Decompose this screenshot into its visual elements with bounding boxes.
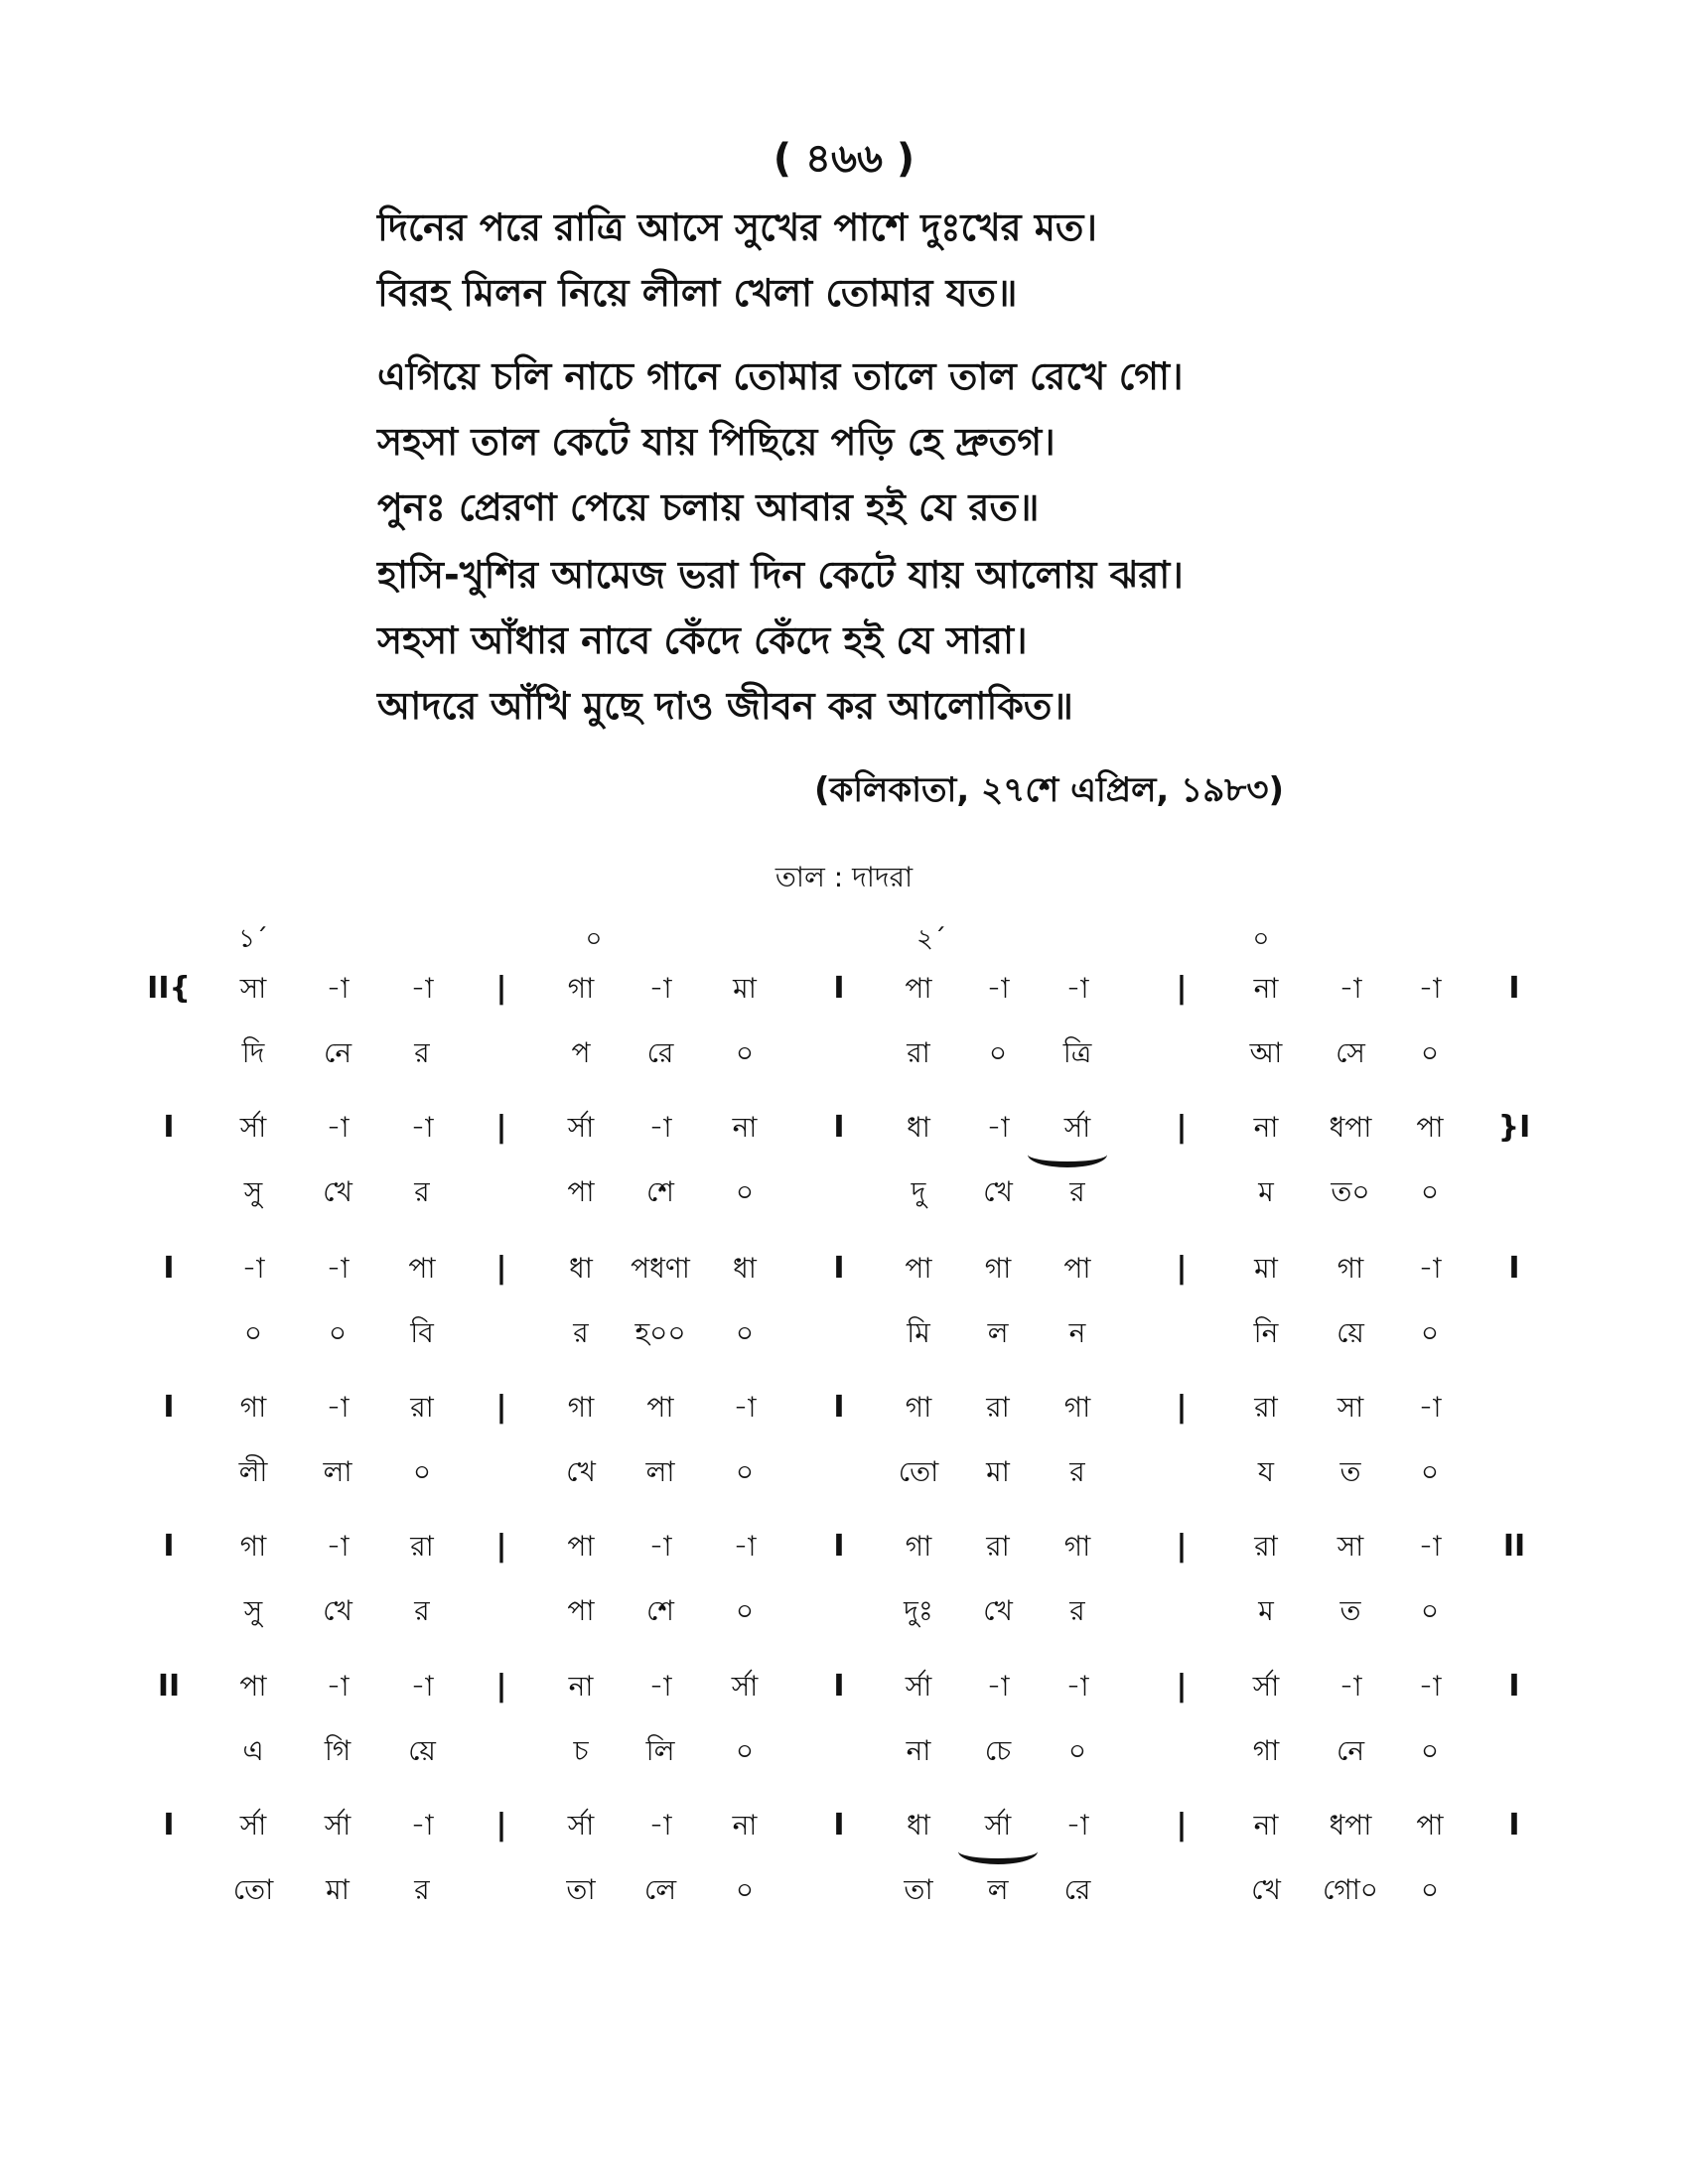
lyric-syllable: খে <box>323 1594 352 1627</box>
lyric-syllable: ত <box>1339 1455 1361 1488</box>
lyric-syllable: শে <box>646 1594 674 1627</box>
swara-note: -া <box>410 1670 434 1703</box>
lyric-syllable: পা <box>567 1175 595 1208</box>
lyric-syllable: খে <box>1251 1873 1281 1906</box>
lyric-syllable: য <box>1257 1455 1275 1488</box>
swara-note: সা <box>1336 1391 1364 1424</box>
lyric-syllable: খে <box>983 1594 1013 1627</box>
swara-note: -া <box>648 1809 672 1842</box>
lyric-syllable: হ০০ <box>634 1316 686 1349</box>
taali-mark: ১´ <box>238 924 268 954</box>
lyric-syllable: রে <box>1063 1873 1091 1906</box>
swara-note: না <box>1253 1809 1279 1842</box>
swara-note: গা <box>239 1530 267 1563</box>
bar-line: | <box>495 971 507 1006</box>
lyric-syllable: রে <box>646 1036 674 1069</box>
lyric-syllable: মি <box>907 1316 930 1349</box>
verse-line: পুনঃ প্রেরণা পেয়ে চলায় আবার হই যে রত॥ <box>377 485 1040 529</box>
attribution: (কলিকাতা, ২৭শে এপ্রিল, ১৯৮৩) <box>814 770 1285 810</box>
swara-note: র্সা <box>239 1809 267 1842</box>
lyric-syllable: ০ <box>735 1734 755 1767</box>
lyric-syllable: দুঃ <box>904 1594 933 1627</box>
verse-line: আদরে আঁখি মুছে দাও জীবন কর আলোকিত॥ <box>377 684 1073 728</box>
lyric-syllable: গি <box>324 1734 352 1767</box>
swara-note: -া <box>648 1670 672 1703</box>
swara-note: গা <box>1063 1530 1091 1563</box>
swara-note: সা <box>239 972 267 1005</box>
lyric-syllable: লে <box>643 1873 677 1906</box>
lyric-syllable: র <box>1069 1455 1085 1488</box>
swara-note: পা <box>905 1252 932 1285</box>
swara-note: -া <box>986 1111 1010 1144</box>
lyric-syllable: র <box>1069 1175 1085 1208</box>
swara-note: ধপা <box>1329 1809 1372 1842</box>
lyric-syllable: র <box>573 1316 589 1349</box>
swara-note: র্সা <box>567 1111 595 1144</box>
swara-note: র্সা <box>567 1809 595 1842</box>
swara-note: -া <box>326 1252 350 1285</box>
swara-note: রা <box>1254 1391 1278 1424</box>
swara-note: -া <box>1418 1670 1442 1703</box>
swara-note: -া <box>326 1391 350 1424</box>
swara-note: গা <box>567 972 595 1005</box>
bar-line: I <box>1508 1808 1520 1843</box>
lyric-syllable: ০ <box>1420 1594 1440 1627</box>
swara-note: -া <box>1338 1670 1362 1703</box>
swara-note: -া <box>1065 1670 1089 1703</box>
lyric-syllable: সু <box>243 1594 263 1627</box>
lyric-syllable: ০ <box>412 1455 432 1488</box>
bar-line: II <box>1502 1529 1526 1564</box>
lyric-syllable: দি <box>241 1036 265 1069</box>
swara-note: মা <box>1254 1252 1278 1285</box>
lyric-syllable: ন <box>1068 1316 1086 1349</box>
lyric-syllable: ০ <box>735 1316 755 1349</box>
swara-note: না <box>1253 1111 1279 1144</box>
lyric-syllable: ০ <box>735 1036 755 1069</box>
bar-line: II <box>157 1669 181 1704</box>
swara-note: পা <box>239 1670 267 1703</box>
swara-note: -া <box>733 1530 757 1563</box>
swara-note: র্সা <box>731 1670 759 1703</box>
swara-note: পা <box>567 1530 595 1563</box>
swara-note: গা <box>905 1530 932 1563</box>
swara-note: পধণা <box>631 1252 690 1285</box>
swara-note: পা <box>646 1391 674 1424</box>
swara-note: গা <box>905 1391 932 1424</box>
swara-note: না <box>732 1809 758 1842</box>
swara-note: ধপা <box>1329 1111 1372 1144</box>
lyric-syllable: খে <box>983 1175 1013 1208</box>
lyric-syllable: তা <box>904 1873 933 1906</box>
bar-line: | <box>1176 1251 1188 1286</box>
swara-note: -া <box>1338 972 1362 1005</box>
bar-line: I <box>163 1251 175 1286</box>
bar-line: I <box>833 1529 845 1564</box>
lyric-syllable: ০ <box>1420 1734 1440 1767</box>
swara-note: ধা <box>907 1809 930 1842</box>
lyric-syllable: ০ <box>243 1316 263 1349</box>
swara-note: পা <box>1416 1809 1444 1842</box>
bar-line: | <box>495 1251 507 1286</box>
lyric-syllable: বি <box>410 1316 434 1349</box>
swara-note: ধা <box>733 1252 757 1285</box>
bar-line: | <box>495 1808 507 1843</box>
lyric-syllable: ০ <box>735 1175 755 1208</box>
lyric-syllable: ০ <box>1420 1316 1440 1349</box>
bar-line: I <box>833 971 845 1006</box>
lyric-syllable: গো০ <box>1322 1873 1379 1906</box>
lyric-syllable: তো <box>232 1873 274 1906</box>
taali-mark: ২´ <box>916 924 946 954</box>
swara-note: গা <box>239 1391 267 1424</box>
swara-note: না <box>1253 972 1279 1005</box>
verse-line: এগিয়ে চলি নাচে গানে তোমার তালে তাল রেখে গো। <box>377 354 1184 398</box>
bar-line: | <box>1176 1529 1188 1564</box>
swara-note: -া <box>326 972 350 1005</box>
swara-note: গা <box>1063 1391 1091 1424</box>
lyric-syllable: নি <box>1253 1316 1279 1349</box>
lyric-syllable: য়ে <box>408 1734 436 1767</box>
lyric-syllable: ০ <box>1420 1873 1440 1906</box>
bar-line: I <box>833 1110 845 1145</box>
lyric-syllable: চে <box>984 1734 1012 1767</box>
bar-line: II{ <box>147 971 191 1006</box>
swara-note: র্সা <box>239 1111 267 1144</box>
bar-line: I <box>1508 971 1520 1006</box>
swara-note: রা <box>410 1530 434 1563</box>
bar-line: I <box>163 1390 175 1425</box>
swara-note: -া <box>986 972 1010 1005</box>
swara-note: ধা <box>569 1252 593 1285</box>
swara-note: না <box>732 1111 758 1144</box>
lyric-syllable: না <box>906 1734 931 1767</box>
swara-note: গা <box>567 1391 595 1424</box>
swara-note: -া <box>648 1530 672 1563</box>
swara-note: -া <box>326 1111 350 1144</box>
slur-mark <box>1028 1142 1107 1167</box>
swara-note: -া <box>410 1111 434 1144</box>
swara-note: -া <box>410 1809 434 1842</box>
swara-note: -া <box>1065 1809 1089 1842</box>
swara-note: ধা <box>907 1111 930 1144</box>
bar-line: I <box>163 1808 175 1843</box>
bar-line: I <box>833 1390 845 1425</box>
bar-line: | <box>1176 1390 1188 1425</box>
slur-mark <box>958 1839 1038 1864</box>
swara-note: রা <box>986 1530 1010 1563</box>
bar-line: | <box>1176 1110 1188 1145</box>
lyric-syllable: র <box>414 1873 430 1906</box>
swara-note: -া <box>648 972 672 1005</box>
bar-line: I <box>163 1110 175 1145</box>
lyric-syllable: ম <box>1258 1175 1274 1208</box>
swara-note: রা <box>1254 1530 1278 1563</box>
verse-line: সহসা তাল কেটে যায় পিছিয়ে পড়ি হে দ্রুতগ। <box>377 420 1055 464</box>
lyric-syllable: ০ <box>735 1594 755 1627</box>
lyric-syllable: ০ <box>1420 1036 1440 1069</box>
bar-line: | <box>495 1529 507 1564</box>
swara-note: সা <box>1336 1530 1364 1563</box>
swara-note: -া <box>326 1670 350 1703</box>
swara-note: রা <box>986 1391 1010 1424</box>
lyric-syllable: এ <box>242 1734 264 1767</box>
swara-note: মা <box>733 972 757 1005</box>
swara-note: -া <box>986 1670 1010 1703</box>
bar-line: I <box>1508 1251 1520 1286</box>
lyric-syllable: রা <box>907 1036 930 1069</box>
swara-note: -া <box>326 1530 350 1563</box>
swara-note: পা <box>408 1252 436 1285</box>
swara-note: -া <box>648 1111 672 1144</box>
swara-note: -া <box>1418 1391 1442 1424</box>
lyric-syllable: লা <box>323 1455 352 1488</box>
verse-line: দিনের পরে রাত্রি আসে সুখের পাশে দুঃখের মত। <box>377 205 1098 249</box>
lyric-syllable: ০ <box>988 1036 1008 1069</box>
lyric-syllable: তো <box>898 1455 939 1488</box>
swara-note: পা <box>1416 1111 1444 1144</box>
bar-line: | <box>1176 1669 1188 1704</box>
lyric-syllable: ০ <box>1420 1175 1440 1208</box>
bar-line: I <box>833 1808 845 1843</box>
lyric-syllable: ত০ <box>1331 1175 1370 1208</box>
swara-note: র্সা <box>905 1670 932 1703</box>
lyric-syllable: শে <box>646 1175 674 1208</box>
lyric-syllable: ০ <box>328 1316 348 1349</box>
lyric-syllable: নে <box>323 1036 352 1069</box>
lyric-syllable: ০ <box>1067 1734 1087 1767</box>
bar-line: I <box>833 1669 845 1704</box>
tala-label: তাল : দাদরা <box>774 861 914 893</box>
page-number: ( ৪৬৬ ) <box>773 136 915 182</box>
swara-note: গা <box>1336 1252 1364 1285</box>
lyric-syllable: ম <box>1258 1594 1274 1627</box>
lyric-syllable: নে <box>1336 1734 1365 1767</box>
swara-note: র্সা <box>984 1809 1012 1842</box>
swara-note: র্সা <box>1252 1670 1280 1703</box>
bar-line: }I <box>1497 1110 1531 1145</box>
swara-note: গা <box>984 1252 1012 1285</box>
bar-line: | <box>1176 1808 1188 1843</box>
lyric-syllable: পা <box>567 1594 595 1627</box>
swara-note: র্সা <box>1063 1111 1091 1144</box>
taali-mark: ০ <box>1252 924 1270 954</box>
lyric-syllable: ত্রি <box>1062 1036 1092 1069</box>
swara-note: -া <box>1418 1252 1442 1285</box>
lyric-syllable: চ <box>573 1734 589 1767</box>
lyric-syllable: ল <box>987 1873 1009 1906</box>
bar-line: I <box>1508 1669 1520 1704</box>
bar-line: I <box>163 1529 175 1564</box>
verse-line: সহসা আঁধার নাবে কেঁদে কেঁদে হই যে সারা। <box>377 618 1028 662</box>
lyric-syllable: ০ <box>735 1455 755 1488</box>
verse-line: হাসি-খুশির আমেজ ভরা দিন কেটে যায় আলোয় ঝরা। <box>377 553 1184 597</box>
lyric-syllable: মা <box>986 1455 1010 1488</box>
lyric-syllable: সু <box>243 1175 263 1208</box>
lyric-syllable: র <box>1069 1594 1085 1627</box>
swara-note: -া <box>1418 1530 1442 1563</box>
lyric-syllable: গা <box>1252 1734 1280 1767</box>
bar-line: | <box>495 1390 507 1425</box>
swara-note: -া <box>733 1391 757 1424</box>
swara-note: -া <box>1418 972 1442 1005</box>
lyric-syllable: আ <box>1249 1036 1283 1069</box>
lyric-syllable: লা <box>645 1455 675 1488</box>
lyric-syllable: খে <box>566 1455 596 1488</box>
lyric-syllable: তা <box>566 1873 596 1906</box>
lyric-syllable: দু <box>911 1175 926 1208</box>
lyric-syllable: সে <box>1336 1036 1365 1069</box>
bar-line: I <box>833 1251 845 1286</box>
lyric-syllable: প <box>571 1036 591 1069</box>
lyric-syllable: ০ <box>1420 1455 1440 1488</box>
lyric-syllable: ০ <box>735 1873 755 1906</box>
lyric-syllable: লী <box>238 1455 268 1488</box>
lyric-syllable: খে <box>323 1175 352 1208</box>
swara-note: রা <box>410 1391 434 1424</box>
bar-line: | <box>495 1669 507 1704</box>
swara-note: না <box>568 1670 594 1703</box>
bar-line: | <box>1176 971 1188 1006</box>
lyric-syllable: মা <box>326 1873 350 1906</box>
swara-note: পা <box>905 972 932 1005</box>
swara-note: র্সা <box>324 1809 352 1842</box>
swara-note: -া <box>410 972 434 1005</box>
lyric-syllable: ত <box>1339 1594 1361 1627</box>
swara-note: -া <box>1065 972 1089 1005</box>
lyric-syllable: র <box>414 1036 430 1069</box>
swara-note: -া <box>241 1252 265 1285</box>
bar-line: | <box>495 1110 507 1145</box>
swara-note: পা <box>1063 1252 1091 1285</box>
lyric-syllable: র <box>414 1594 430 1627</box>
lyric-syllable: য়ে <box>1336 1316 1364 1349</box>
lyric-syllable: র <box>414 1175 430 1208</box>
lyric-syllable: ল <box>987 1316 1009 1349</box>
taali-mark: ০ <box>585 924 603 954</box>
lyric-syllable: লি <box>645 1734 675 1767</box>
verse-line: বিরহ মিলন নিয়ে লীলা খেলা তোমার যত॥ <box>377 271 1018 315</box>
